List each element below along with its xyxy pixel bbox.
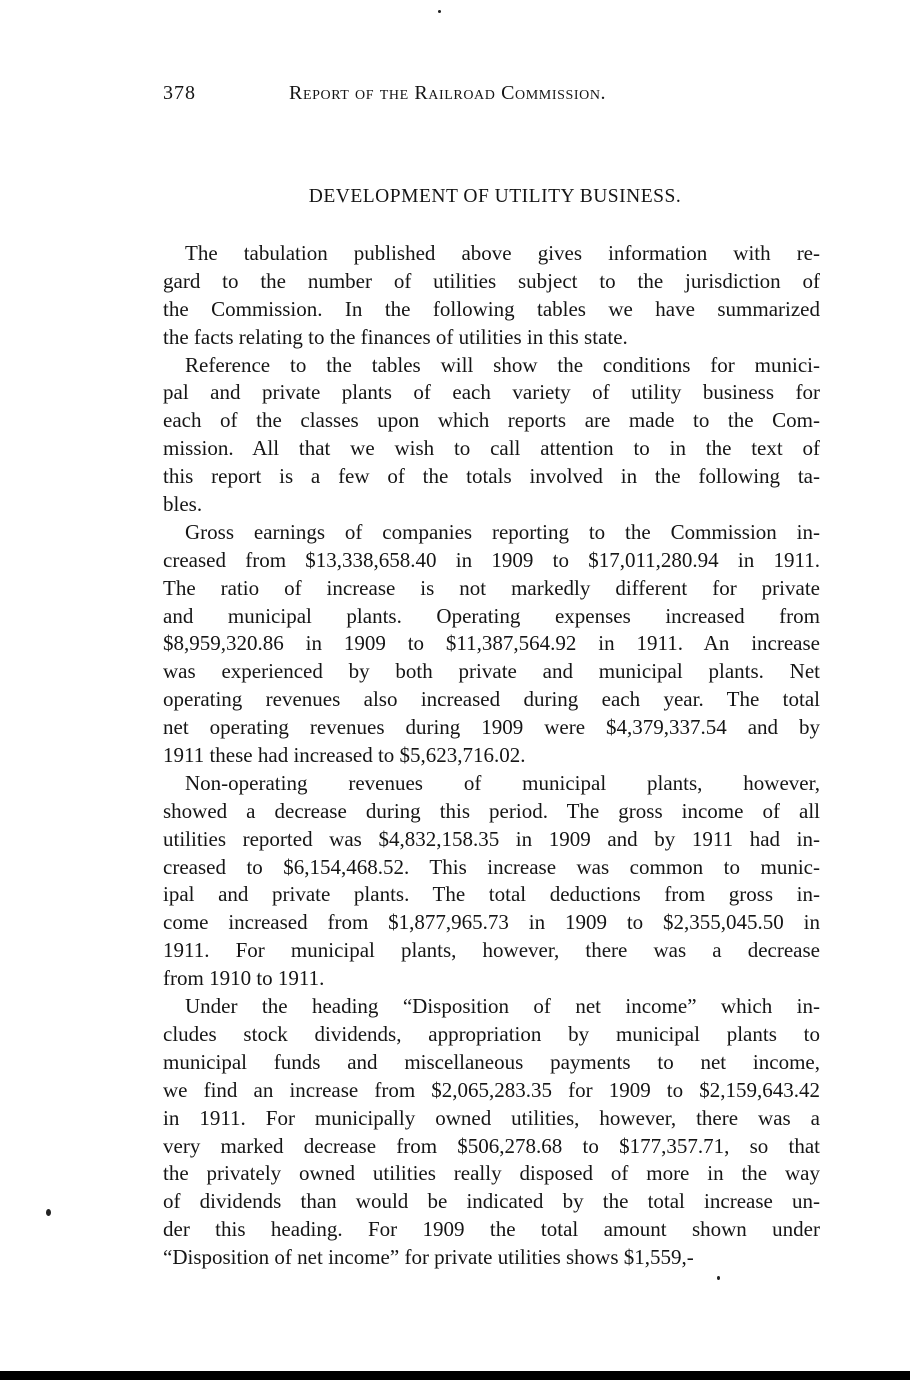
text-line: Non-operating revenues of municipal plants, however, (185, 770, 820, 795)
text-line: municipal funds and miscellaneous payments to net income, (163, 1049, 820, 1074)
text-line: ipal and private plants. The total deductions from gross in- (163, 882, 820, 907)
text-line: 1911 these had increased to $5,623,716.02. (163, 743, 526, 768)
text-line: in 1911. For municipally owned utilities, however, there was a (163, 1105, 820, 1130)
text-line: “Disposition of net income” for private utilities shows $1,559,- (163, 1245, 694, 1270)
paragraph (163, 519, 820, 770)
text-line: each of the classes upon which reports are made to the Com- (163, 408, 820, 433)
bottom-border (0, 1371, 910, 1380)
text-line: mission. All that we wish to call attention to in the text of (163, 436, 820, 461)
section-title: DEVELOPMENT OF UTILITY BUSINESS. (308, 186, 682, 207)
text-line: net operating revenues during 1909 were $4,379,337.54 and by (163, 715, 820, 740)
text-line: 1911. For municipal plants, however, there was a decrease (163, 938, 820, 963)
body-text (163, 240, 820, 1272)
text-line: was experienced by both private and municipal plants. Net (163, 659, 820, 684)
text-line: the facts relating to the finances of utilities in this state. (163, 324, 628, 349)
scan-speck (46, 1209, 51, 1216)
text-line: Under the heading “Disposition of net income” which in- (185, 994, 820, 1019)
text-line: der this heading. For 1909 the total amount shown under (163, 1217, 820, 1242)
text-line: creased to $6,154,468.52. This increase was common to munic- (163, 854, 820, 879)
paragraph (163, 352, 820, 519)
text-line: creased from $13,338,658.40 in 1909 to $17,011,280.94 in 1911. (163, 547, 820, 572)
text-line: The tabulation published above gives information with re- (185, 241, 820, 265)
text-line: gard to the number of utilities subject to the jurisdiction of (163, 268, 820, 293)
text-line: the privately owned utilities really disposed of more in the way (163, 1161, 820, 1186)
text-line: Gross earnings of companies reporting to the Commission in- (185, 519, 820, 544)
text-line: and municipal plants. Operating expenses increased from (163, 603, 820, 628)
text-line: Reference to the tables will show the conditions for munici- (185, 352, 820, 377)
paragraph (163, 240, 820, 352)
text-line: The ratio of increase is not markedly different for private (163, 575, 820, 600)
text-line: bles. (163, 492, 203, 517)
text-line: $8,959,320.86 in 1909 to $11,387,564.92 in 1911. An increase (163, 631, 820, 656)
text-line: from 1910 to 1911. (163, 966, 325, 991)
paragraph (163, 770, 820, 993)
text-line: come increased from $1,877,965.73 in 1909 to $2,355,045.50 in (163, 910, 820, 935)
text-line: this report is a few of the totals involved in the following ta- (163, 464, 820, 489)
text-line: pal and private plants of each variety of utility business for (163, 380, 820, 405)
text-line: showed a decrease during this period. The gross income of all (163, 798, 820, 823)
paragraph (163, 993, 820, 1272)
text-line: cludes stock dividends, appropriation by municipal plants to (163, 1021, 820, 1046)
text-line: operating revenues also increased during each year. The total (163, 687, 820, 712)
text-line: we find an increase from $2,065,283.35 for 1909 to $2,159,643.42 (163, 1077, 820, 1102)
running-head: Report of the Railroad Commission. (289, 82, 607, 104)
page-number: 378 (163, 82, 196, 104)
page-header (163, 82, 703, 112)
text-line: utilities reported was $4,832,158.35 in 1909 and by 1911 had in- (163, 826, 820, 851)
text-line: very marked decrease from $506,278.68 to $177,357.71, so that (163, 1133, 820, 1158)
text-line: of dividends than would be indicated by the total increase un- (163, 1189, 820, 1214)
text-line: the Commission. In the following tables we have summarized (163, 296, 820, 321)
scan-speck (717, 1276, 720, 1280)
scan-speck (438, 10, 441, 13)
